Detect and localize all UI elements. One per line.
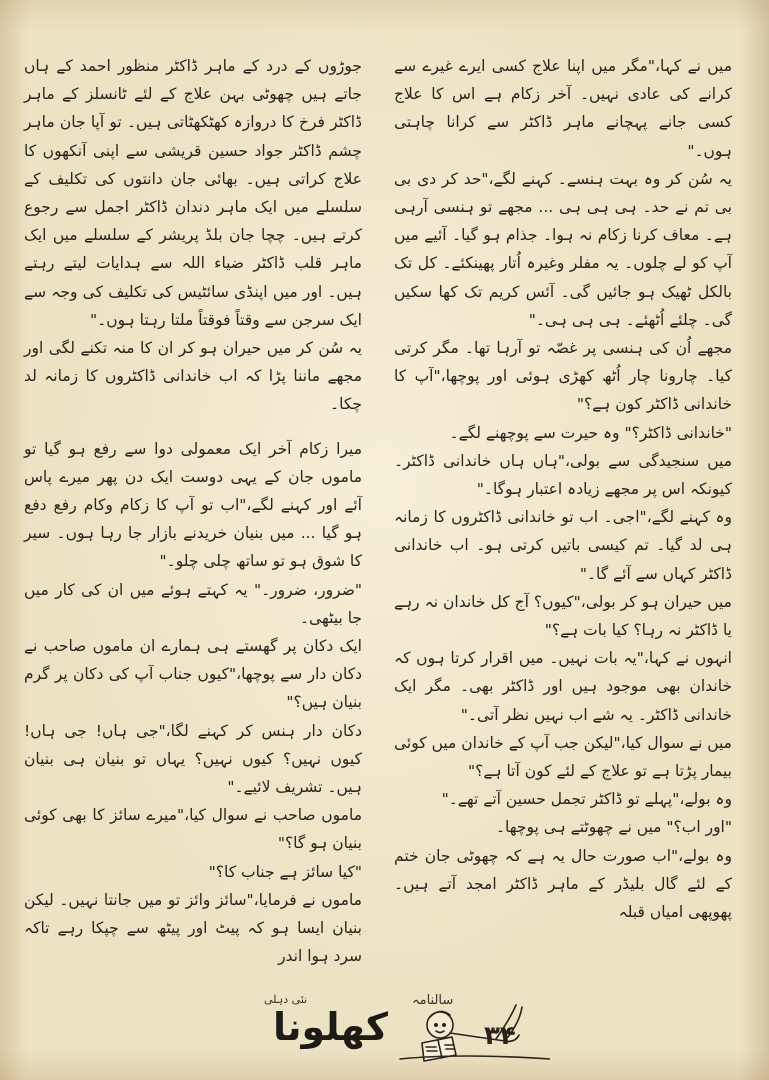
paragraph: میں نے سوال کیا،"لیکن جب آپ کے خاندان میں کوئی بیمار پڑتا ہے تو علاج کے لئے کون آتا ہے؟" [394, 733, 732, 781]
paragraph: میں نے کہا،"مگر میں اپنا علاج کسی ایرے غیرے سے کرانے کی عادی نہیں۔ آخر زکام ہے اس کا علاج کسی جانے پہچانے ماہر ڈاکٹر سے کرانا چاہتی ہوں۔" [394, 57, 732, 160]
right-column [394, 52, 732, 962]
page-number: ۳۴ [484, 1021, 516, 1051]
paragraph: ایک دکان پر گھستے ہی ہمارے ان ماموں صاحب نے دکان دار سے پوچھا،"کیوں جناب آپ کی دکان پر گرم بنیان ہیں؟" [24, 637, 362, 712]
paragraph: "اور اب؟" میں نے چھوٹتے ہی پوچھا۔ [495, 818, 732, 837]
section-opening-paragraph: میرا زکام آخر ایک معمولی دوا سے رفع ہو گیا تو ماموں جان کے یہی دوست ایک دن پھر میرے پاس آئے اور کہنے لگے،"اب تو آپ کا زکام وکام رفع دفع ہو گیا ... میں بنیان خریدنے بازار جا رہا ہوں۔ سیر کا شوق ہو تو ساتھ چلی چلو۔" [24, 439, 362, 571]
magazine-city: نئی دہلی [264, 993, 308, 1006]
paragraph: دکان دار ہنس کر کہنے لگا،"جی ہاں! جی ہاں! کیوں نہیں؟ کیوں نہیں؟ یہاں تو بنیان ہی بنیان ہیں۔ تشریف لائیے۔" [24, 721, 362, 797]
paragraph: جوڑوں کے درد کے ماہر ڈاکٹر منظور احمد کے ہاں جاتے ہیں چھوٹی بہن علاج کے لئے ٹانسلز کے ماہر ڈاکٹر فرخ کا دروازہ کھٹکھٹاتی ہیں۔ تو آپا جان ماہر چشم ڈاکٹر جواد حسین قریشی سے اپنی آنکھوں کا علاج کراتی ہیں۔ بھائی جان دانتوں کی تکلیف کے سلسلے میں ایک ماہر دندان ڈاکٹر اجمل سے رجوع کرتے ہیں۔ چچا جان بلڈ پریشر کے سلسلے میں ایک ماہر قلب ڈاکٹر ضیاء اللہ سے ہدایات لیتے رہتے ہیں۔ اور میں اپنڈی سائٹیس کی تکلیف کی وجہ سے ایک سرجن سے وقتاً فوقتاً ملتا رہتا ہوں۔" [24, 57, 362, 329]
left-column [24, 52, 362, 966]
paragraph: مجھے اُن کی ہنسی پر غصّہ تو آرہا تھا۔ مگر کرتی کیا۔ چارونا چار اُٹھ کھڑی ہوئی اور پوچھا،"آپ کا خاندانی ڈاکٹر کون ہے؟" [394, 339, 732, 414]
paragraph: میں سنجیدگی سے بولی،"ہاں ہاں خاندانی ڈاکٹر۔ کیونکہ اس پر مجھے زیادہ اعتبار ہوگا۔" [394, 451, 732, 499]
paragraph: "ضرور، ضرور۔" یہ کہتے ہوئے میں ان کی کار میں جا بیٹھی۔ [24, 580, 362, 627]
paragraph: "کیا سائز ہے جناب کا؟" [208, 862, 362, 881]
paragraph: ماموں نے فرمایا،"سائز وائز تو میں جانتا نہیں۔ لیکن بنیان ایسا ہو کہ پیٹ اور پیٹھ سے چپکا رہے تاکہ سرد ہوا اندر [24, 890, 362, 966]
paragraph: وہ کہنے لگے،"اجی۔ اب تو خاندانی ڈاکٹروں کا زمانہ ہی لد گیا۔ تم کیسی باتیں کرتی ہو۔ اب خاندانی ڈاکٹر کہاں سے آئے گا۔" [394, 508, 732, 583]
paragraph: یہ سُن کر میں حیران ہو کر ان کا منہ تکنے لگی اور مجھے ماننا پڑا کہ اب خاندانی ڈاکٹروں کا زمانہ لد چکا۔ [24, 339, 362, 414]
magazine-title: کھلونا [272, 1005, 388, 1049]
magazine-footer [250, 985, 550, 1065]
paragraph: "خاندانی ڈاکٹر؟" وہ حیرت سے پوچھنے لگے۔ [449, 423, 732, 442]
annual-issue-label: سالنامہ [412, 993, 454, 1008]
paragraph: وہ بولے،"اب صورت حال یہ ہے کہ چھوٹی جان ختم کے لئے گال بلیڈر کے ماہر ڈاکٹر امجد آتے ہیں۔ پھوپھی امیاں قبلہ [394, 846, 732, 922]
paragraph: یہ سُن کر وہ بہت ہنسے۔ کہنے لگے،"حد کر دی بی بی تم نے حد۔ ہی ہی ہی ... مجھے تو ہنسی آرہی ہے۔ معاف کرنا زکام نہ ہوا۔ جذام ہو گیا۔ آئیے میں آپ کو لے چلوں۔ یہ مفلر وغیرہ اُتار پھینکئے۔ کل تک بالکل ٹھیک ہو جائیں گی۔ آئس کریم تک کھا سکیں گی۔ چلئے اُٹھئے۔ ہی ہی ہی۔" [394, 169, 732, 329]
paragraph: میں حیران ہو کر بولی،"کیوں؟ آج کل خاندان نہ رہے یا ڈاکٹر نہ رہا؟ کیا بات ہے؟" [394, 592, 732, 640]
paragraph: ماموں صاحب نے سوال کیا،"میرے سائز کا بھی کوئی بنیان ہو گا؟" [24, 806, 362, 853]
paragraph: وہ بولے،"پہلے تو ڈاکٹر تجمل حسین آتے تھے۔" [441, 790, 732, 809]
paragraph: انہوں نے کہا،"یہ بات نہیں۔ میں اقرار کرتا ہوں کہ خاندان بھی موجود ہیں اور ڈاکٹر بھی۔ مگر ایک خاندانی ڈاکٹر۔ یہ شے اب نہیں نظر آتی۔" [394, 649, 732, 724]
